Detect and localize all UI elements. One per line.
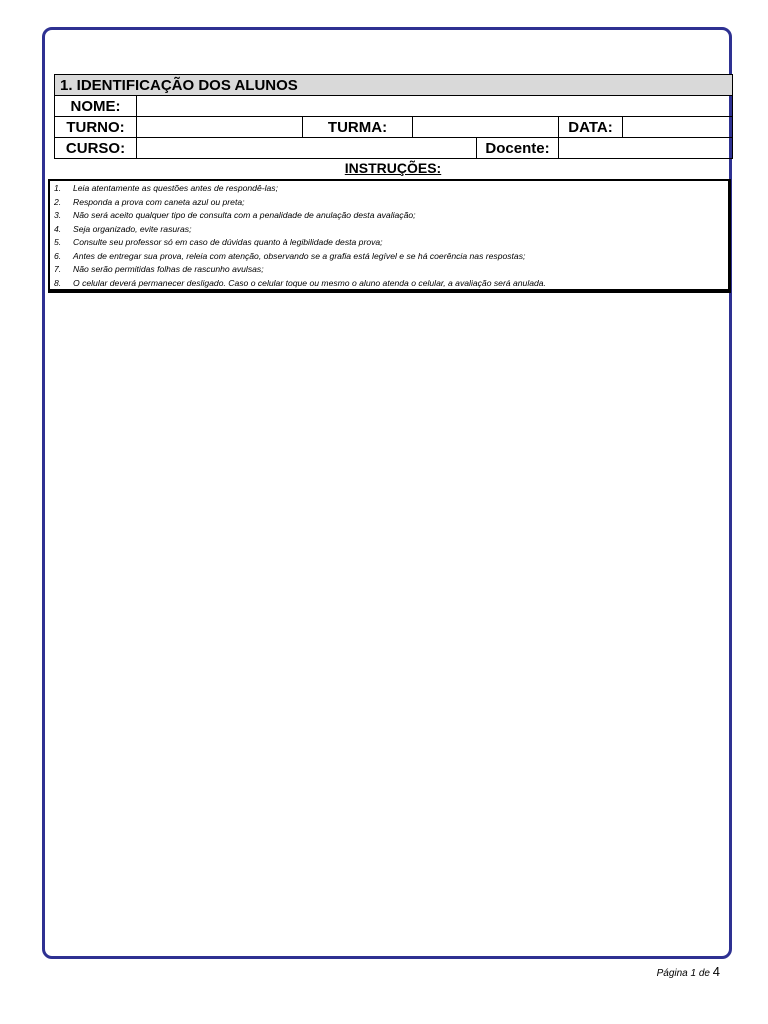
instruction-item xyxy=(54,250,724,264)
instructions-title: INSTRUÇÕES: xyxy=(344,160,442,176)
docente-label: Docente: xyxy=(477,138,559,159)
instruction-item xyxy=(54,263,724,277)
instruction-number: 5. xyxy=(54,237,62,247)
student-identification-table xyxy=(54,74,733,159)
curso-label: CURSO: xyxy=(55,138,137,159)
instruction-item xyxy=(54,196,724,210)
instruction-number: 4. xyxy=(54,223,62,234)
instruction-text: Não será aceito qualquer tipo de consulta com a penalidade de anulação desta avaliação; xyxy=(73,210,416,220)
turma-label: TURMA: xyxy=(303,117,413,138)
turma-field[interactable] xyxy=(413,117,559,138)
total-pages: 4 xyxy=(712,964,720,979)
instruction-item xyxy=(54,182,724,196)
nome-label: NOME: xyxy=(55,96,137,117)
instruction-text: Consulte seu professor só em caso de dúvidas quanto à legibilidade desta prova; xyxy=(73,237,383,247)
instruction-item xyxy=(54,236,724,250)
instruction-number: 2. xyxy=(54,196,62,207)
instruction-text: Responda a prova com caneta azul ou preta; xyxy=(73,196,245,207)
instruction-text: O celular deverá permanecer desligado. Caso o celular toque ou mesmo o aluno atenda o celular, a avaliação será anulada. xyxy=(73,277,546,288)
nome-field[interactable] xyxy=(137,96,733,117)
instruction-text: Antes de entregar sua prova, releia com atenção, observando se a grafia está legível e se há coerência nas respostas; xyxy=(73,250,526,261)
instruction-item xyxy=(54,277,724,291)
instruction-item xyxy=(54,209,724,223)
page-footer xyxy=(657,964,720,979)
instruction-number: 7. xyxy=(54,264,62,274)
data-label: DATA: xyxy=(559,117,623,138)
instruction-text: Leia atentamente as questões antes de respondê-las; xyxy=(73,183,278,193)
turno-label: TURNO: xyxy=(55,117,137,138)
curso-field[interactable] xyxy=(137,138,477,159)
instruction-number: 1. xyxy=(54,183,62,193)
instructions-box xyxy=(48,179,731,293)
instruction-text: Não serão permitidas folhas de rascunho avulsas; xyxy=(73,264,264,274)
instruction-item xyxy=(54,223,724,237)
instruction-number: 6. xyxy=(54,250,62,261)
instructions-list xyxy=(54,182,724,290)
turno-field[interactable] xyxy=(137,117,303,138)
section-title: 1. IDENTIFICAÇÃO DOS ALUNOS xyxy=(55,75,733,96)
page-label: Página 1 de xyxy=(656,968,710,979)
instruction-number: 8. xyxy=(54,277,62,288)
docente-field[interactable] xyxy=(559,138,733,159)
instruction-number: 3. xyxy=(54,210,62,220)
instruction-text: Seja organizado, evite rasuras; xyxy=(73,223,192,234)
data-field[interactable] xyxy=(623,117,733,138)
